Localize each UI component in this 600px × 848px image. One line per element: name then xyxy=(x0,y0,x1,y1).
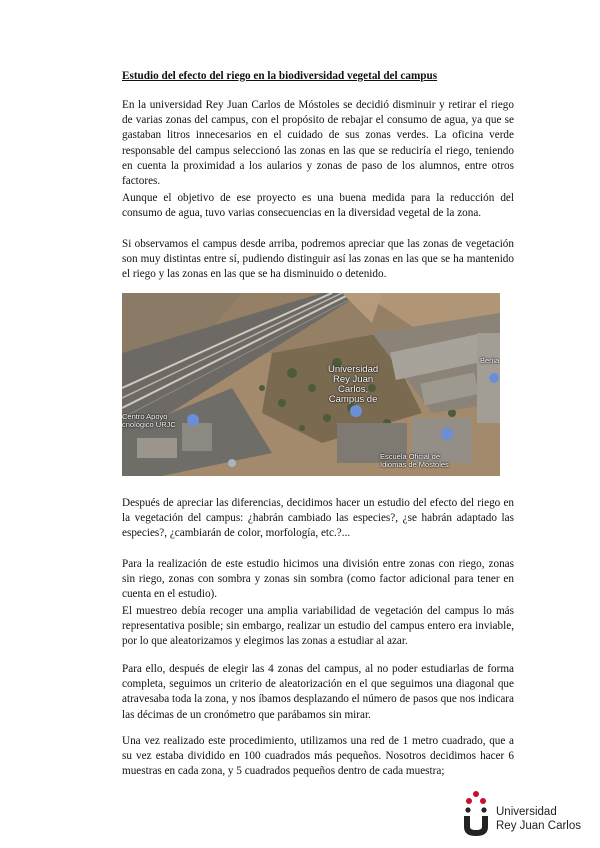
urjc-logo-text xyxy=(496,806,581,833)
paragraph-questions: Después de apreciar las diferencias, decidimos hacer un estudio del efecto del riego en la vegetación del campus: ¿habrán cambiado las especies?, ¿se habrán adaptado las especies?, ¿cambiarán de color, morfología, etc.?... xyxy=(122,497,514,540)
paragraph-intro: En la universidad Rey Juan Carlos de Móstoles se decidió disminuir y retirar el riego de varias zonas del campus, con el propósito de rebajar el consumo de agua, ya que se gastaban litros innecesarios en el cuidado de sus zonas verdes. La oficina verde responsable del campus seleccionó las zonas en las que se reduciría el riego, teniendo en cuenta la proximidad a los aularios y zonas de paso de los alumnos, entre otros factores. xyxy=(122,99,514,188)
urjc-logo xyxy=(458,790,588,840)
aerial-photo-drawing xyxy=(122,293,500,476)
map-label-university: Universidad Rey Juan Carlos, Campus de xyxy=(328,364,379,405)
paragraph-objective: Aunque el objetivo de ese proyecto es una buena medida para la reducción del consumo de agua, tuvo varias consecuencias en la diversidad vegetal de la zona. xyxy=(122,192,514,220)
map-label-escuela: Escuela Oficial de Idiomas de Móstoles xyxy=(380,452,449,469)
paragraph-procedure: Una vez realizado este procedimiento, utilizamos una red de 1 metro cuadrado, que a su vez estaba dividido en 100 cuadrados más pequeños. Nosotros decidimos hacer 6 muestras en cada zona, y 5 cuadrados pequeños dentro de cada muestra; xyxy=(122,735,514,778)
paragraph-division: Para la realización de este estudio hicimos una división entre zonas con riego, zonas sin riego, zonas con sombra y zonas sin sombra (como factor adicional para tener en cuenta en el estudio). xyxy=(122,558,514,601)
map-label-apoyo: Centro Apoyo cnológico URJC xyxy=(122,412,176,429)
urjc-logo-mark-icon xyxy=(458,790,494,838)
map-label-benia: Benia xyxy=(480,356,500,365)
logo-line-1: Universidad xyxy=(496,806,557,818)
paragraph-randomization: Para ello, después de elegir las 4 zonas del campus, al no poder estudiarlas de forma completa, seguimos un criterio de aleatorización en el que seguimos una diagonal que atravesaba toda la zona, y nos íbamos desplazando el número de pasos que nos indicara las décimas de un cronómetro que parábamos sin mirar. xyxy=(122,663,514,721)
paragraph-observation: Si observamos el campus desde arriba, podremos apreciar que las zonas de vegetación son muy distintas entre sí, pudiendo distinguir así las zonas en las que se ha mantenido el riego y las zonas en las que se ha disminuido o detenido. xyxy=(122,238,514,281)
logo-line-2: Rey Juan Carlos xyxy=(496,819,582,832)
paragraph-sampling: El muestreo debía recoger una amplia variabilidad de vegetación del campus lo más representativa posible; sin embargo, realizar un estudio del campus entero era inviable, por lo que aleatorizamos y elegimos las zonas a estudiar al azar. xyxy=(122,605,514,648)
campus-aerial-map xyxy=(122,293,500,476)
document-title: Estudio del efecto del riego en la biodiversidad vegetal del campus xyxy=(122,70,438,82)
